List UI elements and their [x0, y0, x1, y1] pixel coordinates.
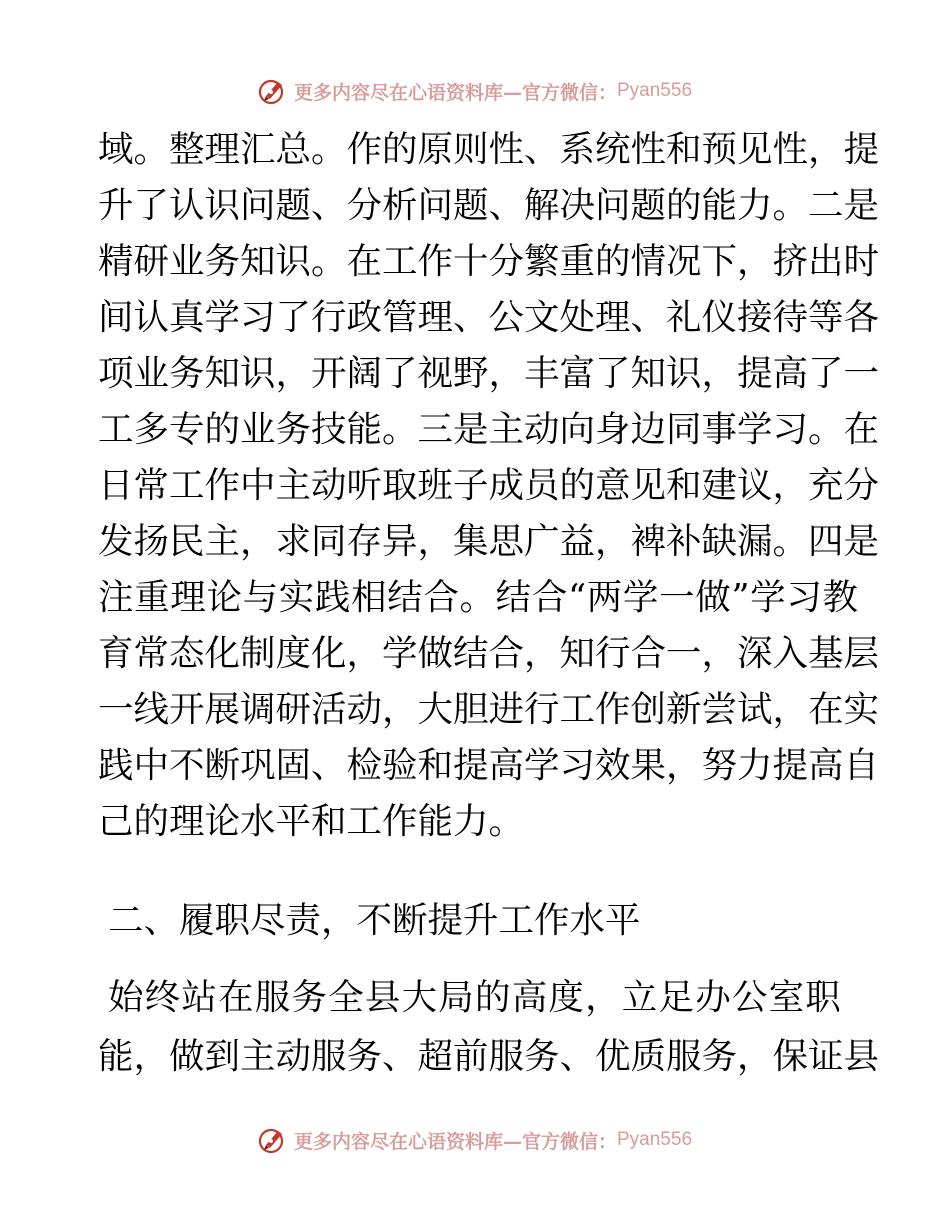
text-line: 升了认识问题、分析问题、解决问题的能力。二是	[98, 185, 880, 226]
header-banner	[0, 71, 950, 111]
text-line: 己的理论水平和工作能力。	[98, 801, 525, 842]
text-line: 精研业务知识。在工作十分繁重的情况下，挤出时	[98, 241, 880, 282]
banner-wechat-id: Pyan556	[617, 1129, 693, 1150]
banner-text: 更多内容尽在心语资料库—官方微信：	[293, 1130, 617, 1153]
banner-text: 更多内容尽在心语资料库—官方微信：	[293, 81, 617, 104]
text-line: 日常工作中主动听取班子成员的意见和建议，充分	[98, 465, 880, 506]
text-line: 始终站在服务全县大局的高度，立足办公室职	[108, 977, 843, 1018]
text-line: 能，做到主动服务、超前服务、优质服务，保证县	[98, 1036, 880, 1077]
text-line: 间认真学习了行政管理、公文处理、礼仪接待等各	[98, 297, 880, 338]
section-heading: 二、履职尽责，不断提升工作水平	[108, 900, 641, 941]
banner-wechat-id: Pyan556	[617, 80, 693, 101]
footer-banner	[0, 1120, 950, 1160]
text-line: 一线开展调研活动，大胆进行工作创新尝试，在实	[98, 689, 880, 730]
text-line: 项业务知识，开阔了视野，丰富了知识，提高了一	[98, 353, 880, 394]
body-paragraph-1	[98, 122, 880, 850]
text-line: 践中不断巩固、检验和提高学习效果，努力提高自	[98, 745, 880, 786]
text-line: 工多专的业务技能。三是主动向身边同事学习。在	[98, 409, 880, 450]
pen-nib-logo-icon	[258, 76, 288, 106]
text-line: 域。整理汇总。作的原则性、系统性和预见性，提	[98, 129, 880, 170]
text-line: 发扬民主，求同存异，集思广益，裨补缺漏。四是	[98, 521, 880, 562]
text-line: 育常态化制度化，学做结合，知行合一，深入基层	[98, 633, 880, 674]
body-paragraph-2	[98, 970, 880, 1085]
text-line: 注重理论与实践相结合。结合“两学一做”学习教	[98, 577, 858, 618]
pen-nib-logo-icon	[258, 1125, 288, 1155]
